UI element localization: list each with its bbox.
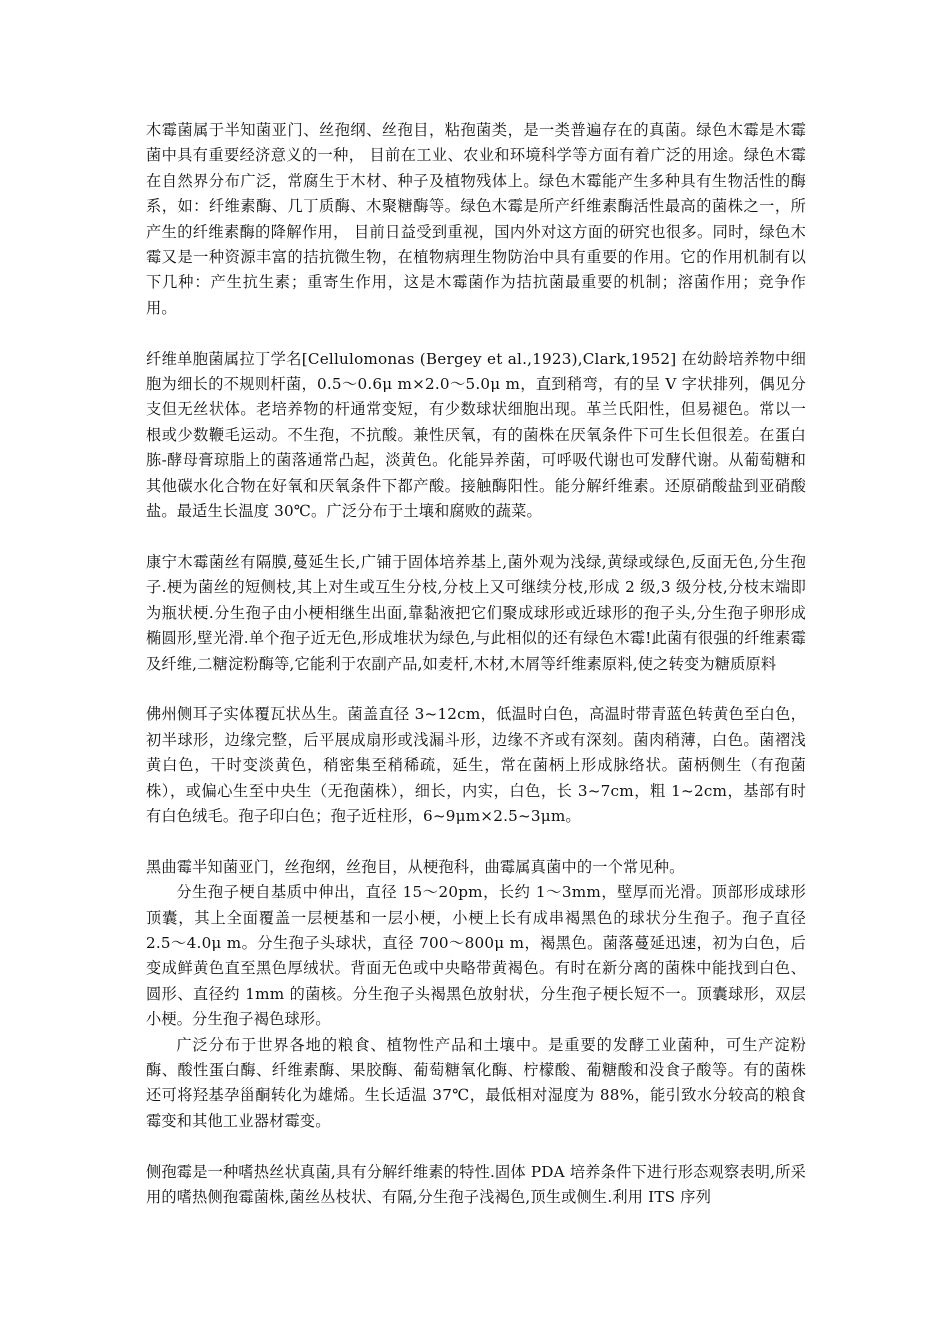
paragraph-gap [146,829,806,854]
paragraph-sporotrichum: 侧孢霉是一种嗜热丝状真菌,具有分解纤维素的特性.固体 PDA 培养条件下进行形态观察表明,所采用的嗜热侧孢霉菌株,菌丝丛枝状、有隔,分生孢子浅褐色,顶生或侧生.利用 ITS 序列 [146,1162,806,1206]
paragraph-aspergillus-niger-distribution: 广泛分布于世界各地的粮食、植物性产品和土壤中。是重要的发酵工业菌种，可生产淀粉酶、酸性蛋白酶、纤维素酶、果胶酶、葡萄糖氧化酶、柠檬酸、葡糖酸和没食子酸等。有的菌株还可将羟基孕甾酮转化为雄烯。生长适温 37℃，最低相对湿度为 88%，能引致水分较高的粮食霉变和其他工业器材霉变。 [146,1035,806,1130]
paragraph-cellulomonas: 纤维单胞菌属拉丁学名[Cellulomonas (Bergey et al.,1923),Clark,1952] 在幼龄培养物中细胞为细长的不规则杆菌，0.5～0.6μ m×2.0～5.0μ m，直到稍弯，有的呈 V 字状排列，偶见分支但无丝状体。老培养物的杆通常变短，有少数球状细胞出现。革兰氏阳性，但易褪色。常以一根或少数鞭毛运动。不生孢，不抗酸。兼性厌氧，有的菌株在厌氧条件下可生长但很差。在蛋白胨-酵母膏琼脂上的菌落通常凸起，淡黄色。化能异养菌，可呼吸代谢也可发酵代谢。从葡萄糖和其他碳水化合物在好氧和厌氧条件下都产酸。接触酶阳性。能分解纤维素。还原硝酸盐到亚硝酸盐。最适生长温度 30℃。广泛分布于土壤和腐败的蔬菜。 [146,349,806,521]
paragraph-gap [146,677,806,702]
paragraph-aspergillus-niger-intro: 黑曲霉半知菌亚门，丝孢纲，丝孢目，从梗孢科，曲霉属真菌中的一个常见种。 [146,857,685,876]
paragraph-trichoderma-koningii: 康宁木霉菌丝有隔膜,蔓延生长,广铺于固体培养基上,菌外观为浅绿,黄绿或绿色,反面无色,分生孢子.梗为菌丝的短侧枝,其上对生或互生分枝,分枝上又可继续分枝,形成 2 级,3 级分枝,分枝末端即为瓶状梗.分生孢子由小梗相继生出面,靠黏液把它们聚成球形或近球形的孢子头,分生孢子卵形成椭圆形,壁光滑.单个孢子近无色,形成堆状为绿色,与此相似的还有绿色木霉!此菌有很强的纤维素霉及纤维,二糖淀粉酶等,它能利于农副产品,如麦杆,木材,木屑等纤维素原料,使之转变为糖质原料 [146,552,806,673]
paragraph-gap [146,524,806,549]
document-body [146,118,806,1210]
paragraph-aspergillus-niger-morphology: 分生孢子梗自基质中伸出，直径 15～20pm，长约 1～3mm，壁厚而光滑。顶部形成球形顶囊，其上全面覆盖一层梗基和一层小梗，小梗上长有成串褐黑色的球状分生孢子。孢子直径 2.5～4.0μ m。分生孢子头球状，直径 700～800μ m，褐黑色。菌落蔓延迅速，初为白色，后变成鲜黄色直至黑色厚绒状。背面无色或中央略带黄褐色。有时在新分离的菌株中能找到白色、圆形、直径约 1mm 的菌核。分生孢子头褐黑色放射状，分生孢子梗长短不一。顶囊球形，双层小梗。分生孢子褐色球形。 [146,883,806,1029]
paragraph-pleurotus-florida: 佛州侧耳子实体覆瓦状丛生。菌盖直径 3~12cm，低温时白色，高温时带青蓝色转黄色至白色，初半球形，边缘完整，后平展成扇形或浅漏斗形，边缘不齐或有深刻。菌肉稍薄，白色。菌褶浅黄白色，干时变淡黄色，稍密集至稍稀疏，延生，常在菌柄上形成脉络状。菌柄侧生（有孢菌株），或偏心生至中央生（无孢菌株），细长，内实，白色，长 3~7cm，粗 1~2cm，基部有时有白色绒毛。孢子印白色；孢子近柱形，6~9μm×2.5~3μm。 [146,705,806,825]
paragraph-gap [146,321,806,346]
paragraph-gap [146,1134,806,1159]
paragraph-trichoderma: 木霉菌属于半知菌亚门、丝孢纲、丝孢目，粘孢菌类，是一类普遍存在的真菌。绿色木霉是木霉菌中具有重要经济意义的一种， 目前在工业、农业和环境科学等方面有着广泛的用途。绿色木霉在自然界分布广泛，常腐生于木材、种子及植物残体上。绿色木霉能产生多种具有生物活性的酶系，如：纤维素酶、几丁质酶、木聚糖酶等。绿色木霉是所产纤维素酶活性最高的菌株之一，所产生的纤维素酶的降解作用， 目前日益受到重视，国内外对这方面的研究也很多。同时，绿色木霉又是一种资源丰富的拮抗微生物，在植物病理生物防治中具有重要的作用。它的作用机制有以下几种：产生抗生素；重寄生作用，这是木霉菌作为拮抗菌最重要的机制；溶菌作用；竞争作用。 [146,121,806,317]
